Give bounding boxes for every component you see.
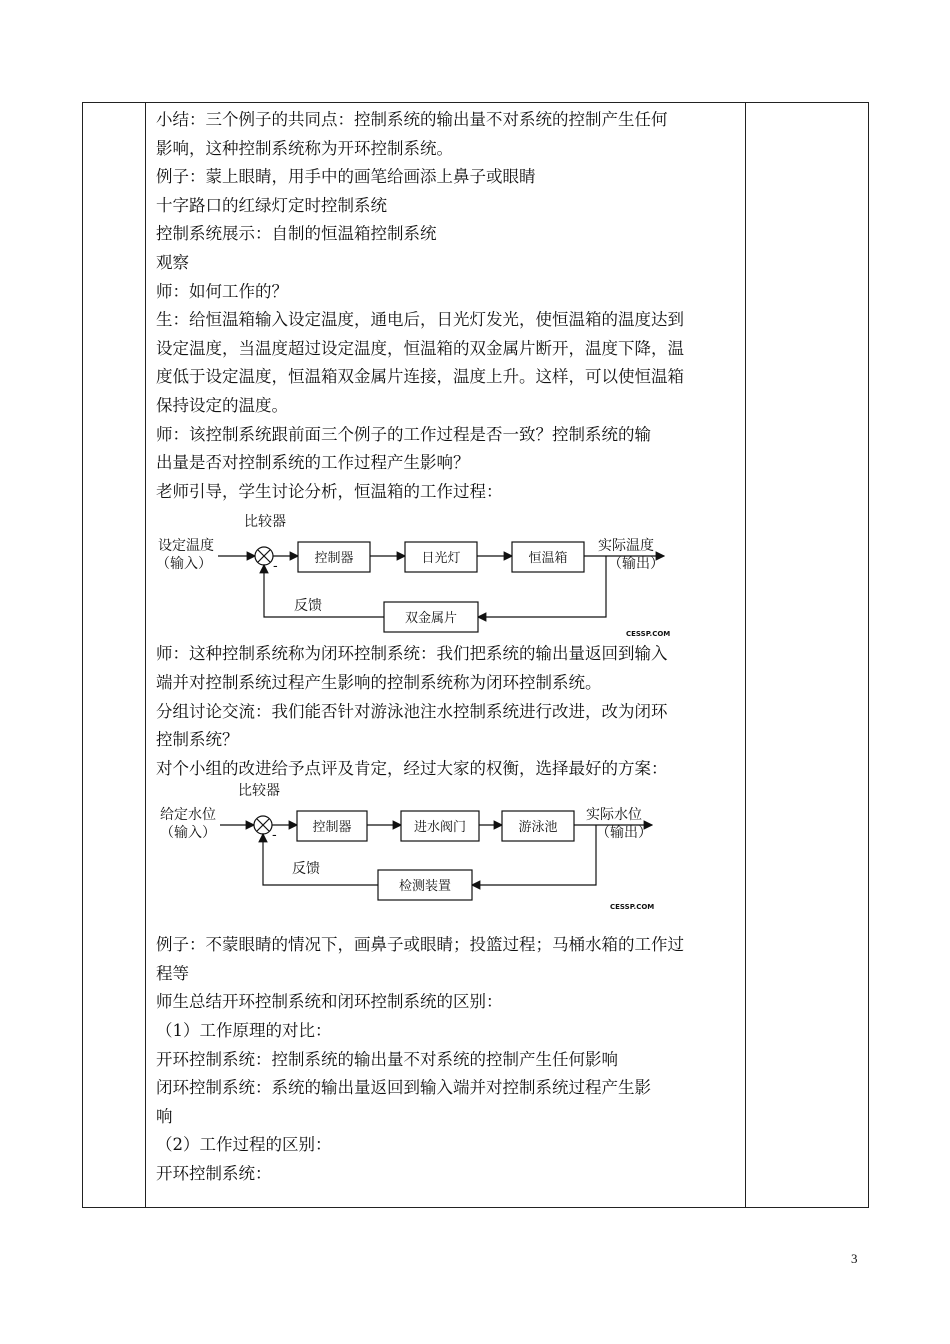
- controller-box-label: 控制器: [314, 551, 354, 567]
- text-line: 影响，这种控制系统称为开环控制系统。: [156, 138, 453, 158]
- text-line: 控制系统展示：自制的恒温箱控制系统: [156, 224, 437, 244]
- minus-sign: -: [272, 828, 277, 844]
- text-line: 老师引导，学生讨论分析，恒温箱的工作过程：: [156, 481, 503, 501]
- page-number: 3: [851, 1251, 858, 1266]
- paragraph-block: [156, 931, 746, 1188]
- comparator-label: 比较器: [238, 783, 280, 800]
- text-line: 师：该控制系统跟前面三个例子的工作过程是否一致？控制系统的输: [156, 424, 651, 444]
- text-line: 观察: [156, 252, 189, 272]
- input-sub-label: （输入）: [156, 556, 212, 573]
- text-line: 闭环控制系统：系统的输出量返回到输入端并对控制系统过程产生影: [156, 1078, 651, 1098]
- text-line: （1）工作原理的对比：: [156, 1021, 332, 1041]
- text-line: 响: [156, 1106, 173, 1126]
- feedback-label: 反馈: [294, 598, 322, 615]
- text-line: 分组讨论交流：我们能否针对游泳池注水控制系统进行改进，改为闭环: [156, 701, 668, 721]
- pool-box-label: 游泳池: [518, 820, 558, 836]
- text-line: 开环控制系统：控制系统的输出量不对系统的控制产生任何影响: [156, 1049, 618, 1069]
- paragraph-block: [156, 106, 746, 506]
- text-line: 出量是否对控制系统的工作过程产生影响？: [156, 453, 470, 473]
- text-line: 生：给恒温箱输入设定温度，通电后，日光灯发光，使恒温箱的温度达到: [156, 310, 684, 330]
- inlet-valve-box-label: 进水阀门: [413, 820, 467, 836]
- input-label: 给定水位: [160, 807, 216, 824]
- lamp-box-label: 日光灯: [421, 551, 461, 567]
- bimetal-box-label: 双金属片: [404, 611, 458, 627]
- output-sub-label: （输出）: [608, 556, 664, 573]
- watermark: CESSP.COM: [610, 903, 655, 912]
- input-label: 设定温度: [158, 538, 214, 555]
- output-label: 实际温度: [598, 538, 654, 555]
- output-label: 实际水位: [586, 807, 642, 824]
- lesson-content: [156, 106, 746, 1189]
- thermostat-block-diagram: [156, 506, 746, 638]
- text-line: 设定温度，当温度超过设定温度，恒温箱的双金属片断开，温度下降，温: [156, 338, 684, 358]
- text-line: 度低于设定温度，恒温箱双金属片连接，温度上升。这样，可以使恒温箱: [156, 367, 684, 387]
- text-line: 十字路口的红绿灯定时控制系统: [156, 195, 387, 215]
- text-line: 例子：蒙上眼睛，用手中的画笔给画添上鼻子或眼睛: [156, 167, 536, 187]
- feedback-label: 反馈: [292, 861, 320, 878]
- paragraph-block: [156, 640, 746, 783]
- lesson-table: [82, 102, 869, 1208]
- table-column-divider: [145, 103, 146, 1207]
- text-line: 端并对控制系统过程产生影响的控制系统称为闭环控制系统。: [156, 672, 602, 692]
- text-line: 例子：不蒙眼睛的情况下，画鼻子或眼睛；投篮过程；马桶水箱的工作过: [156, 935, 684, 955]
- text-line: 保持设定的温度。: [156, 395, 288, 415]
- text-line: 师：如何工作的？: [156, 281, 288, 301]
- input-sub-label: （输入）: [160, 825, 216, 842]
- text-line: 控制系统？: [156, 730, 239, 750]
- text-line: 对个小组的改进给予点评及肯定，经过大家的权衡，选择最好的方案：: [156, 758, 668, 778]
- pool-block-diagram: [156, 783, 746, 931]
- watermark: CESSP.COM: [626, 630, 671, 639]
- text-line: 师生总结开环控制系统和闭环控制系统的区别：: [156, 992, 503, 1012]
- output-sub-label: （输出）: [596, 825, 652, 842]
- text-line: 程等: [156, 963, 189, 983]
- text-line: 小结：三个例子的共同点：控制系统的输出量不对系统的控制产生任何: [156, 110, 668, 129]
- comparator-label: 比较器: [244, 514, 286, 531]
- minus-sign: -: [273, 559, 278, 575]
- text-line: 师：这种控制系统称为闭环控制系统：我们把系统的输出量返回到输入: [156, 644, 668, 664]
- text-line: 开环控制系统：: [156, 1164, 272, 1184]
- controller-box-label: 控制器: [312, 820, 352, 836]
- detector-box-label: 检测装置: [398, 879, 452, 895]
- incubator-box-label: 恒温箱: [528, 551, 568, 567]
- text-line: （2）工作过程的区别：: [156, 1135, 332, 1155]
